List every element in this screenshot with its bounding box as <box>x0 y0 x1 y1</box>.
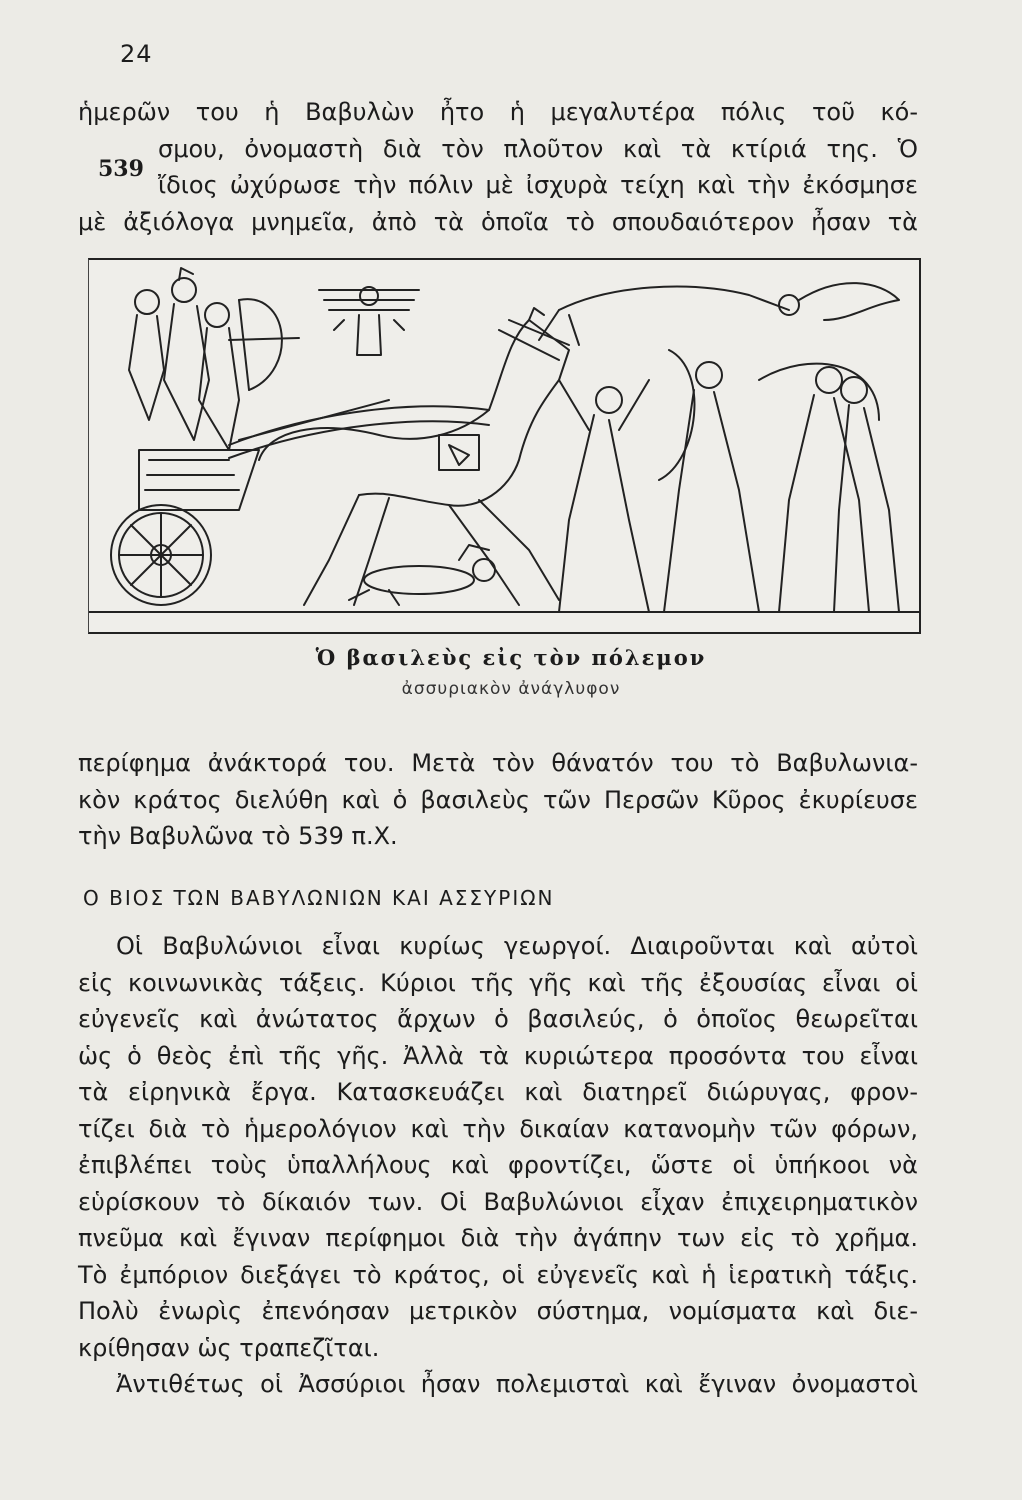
figure-caption-title: Ὁ βασιλεὺς εἰς τὸν πόλεμον <box>315 645 707 670</box>
page-number: 24 <box>120 40 153 68</box>
text-line: πνεῦμα καὶ ἔγιναν περίφημοι διὰ τὴν ἀγάπην των εἰς τὸ χρῆμα. <box>78 1224 918 1252</box>
flying-figure <box>539 283 899 345</box>
winged-deity-icon <box>319 287 419 355</box>
text-line: κρίθησαν ὡς τραπεζῖται. <box>78 1333 380 1362</box>
middle-paragraph <box>78 745 918 855</box>
text-line: ἴδιος ὠχύρωσε τὴν πόλιν μὲ ἰσχυρὰ τείχη καὶ τὴν ἐκόσμησε <box>158 171 918 199</box>
text-line: τὰ εἰρηνικὰ ἔργα. Κατασκευάζει καὶ διατηρεῖ διώρυγας, φρον- <box>78 1078 918 1106</box>
text-line: τὴν Βαβυλῶνα τὸ 539 π.Χ. <box>78 822 398 850</box>
chariot-wheel-icon <box>111 505 211 605</box>
enemy-soldiers <box>559 350 899 612</box>
text-line: εἰς κοινωνικὰς τάξεις. Κύριοι τῆς γῆς καὶ τῆς ἐξουσίας εἶναι οἱ <box>78 968 918 997</box>
text-line: ἐπιβλέπει τοὺς ὑπαλλήλους καὶ φροντίζει, ὥστε οἱ ὑπήκοοι νὰ <box>78 1151 918 1179</box>
figure-caption-subtitle: ἀσσυριακὸν ἀνάγλυφον <box>401 679 621 699</box>
text-line: εὐγενεῖς καὶ ἀνώτατος ἄρχων ὁ βασιλεύς, ὁ ὁποῖος θεωρεῖται <box>78 1005 918 1033</box>
text-line: ἡμερῶν του ἡ Βαβυλὼν ἦτο ἡ μεγαλυτέρα πόλις τοῦ κό- <box>78 98 918 126</box>
text-line: κὸν κράτος διελύθη καὶ ὁ βασιλεὺς τῶν Περσῶν Κῦρος ἐκυρίευσε <box>78 785 918 814</box>
archer-figures <box>129 268 299 450</box>
text-line: ὡς ὁ θεὸς ἐπὶ τῆς γῆς. Ἀλλὰ τὰ κυριώτερα προσόντα του εἶναι <box>78 1041 918 1070</box>
text-line: σμου, ὀνομαστὴ διὰ τὸν πλοῦτον καὶ τὰ κτίριά της. Ὁ <box>158 134 918 163</box>
text-line: Ἀντιθέτως οἱ Ἀσσύριοι ἦσαν πολεμισταὶ καὶ ἔγιναν ὀνομαστοὶ <box>116 1370 918 1398</box>
top-paragraph <box>78 94 918 240</box>
text-line: περίφημα ἀνάκτορά του. Μετὰ τὸν θάνατόν του τὸ Βαβυλωνια- <box>78 749 918 777</box>
relief-drawing <box>89 260 919 632</box>
text-line: Πολὺ ἐνωρὶς ἐπενόησαν μετρικὸν σύστημα, νομίσματα καὶ διε- <box>78 1297 918 1325</box>
text-line: Οἱ Βαβυλώνιοι εἶναι κυρίως γεωργοί. Διαιροῦνται καὶ αὐτοὶ <box>116 932 918 960</box>
assyrian-relief-illustration <box>88 258 921 634</box>
text-line: Τὸ ἐμπόριον διεξάγει τὸ κράτος, οἱ εὐγενεῖς καὶ ἡ ἱερατικὴ τάξις. <box>78 1260 918 1289</box>
body-paragraph <box>78 928 918 1403</box>
text-line: τίζει διὰ τὸ ἡμερολόγιον καὶ τὴν δικαίαν κατανομὴν τῶν φόρων, <box>78 1114 918 1143</box>
text-line: μὲ ἀξιόλογα μνημεῖα, ἀπὸ τὰ ὁποῖα τὸ σπουδαιότερον ἦσαν τὰ <box>78 207 918 236</box>
section-heading: Ο ΒΙΟΣ ΤΩΝ ΒΑΒΥΛΩΝΙΩΝ ΚΑΙ ΑΣΣΥΡΙΩΝ <box>83 886 555 910</box>
chariot-horses <box>259 308 569 605</box>
margin-year-note: 539 <box>98 156 144 182</box>
text-line: εὑρίσκουν τὸ δίκαιόν των. Οἱ Βαβυλώνιοι εἶχαν ἐπιχειρηματικὸν <box>78 1187 918 1216</box>
